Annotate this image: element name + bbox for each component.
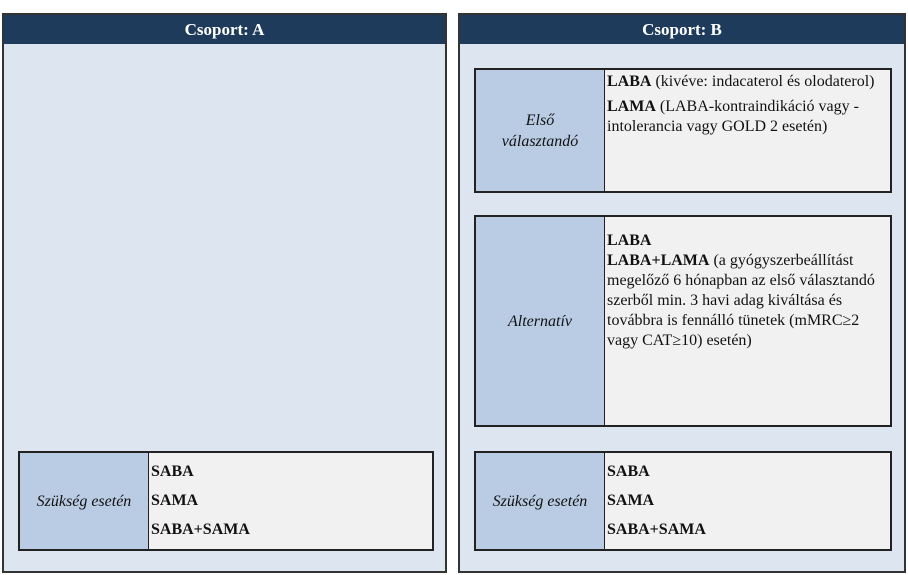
group-a-as-needed-box <box>18 451 434 551</box>
drug-name: LAMA <box>607 98 656 115</box>
drug-note: (kivéve: indacaterol és olodaterol) <box>651 73 875 90</box>
list-item: SABA+SAMA <box>607 521 706 539</box>
list-item: SAMA <box>151 491 199 509</box>
as-needed-list <box>149 453 432 549</box>
first-choice-label <box>476 70 605 191</box>
alternative-box <box>474 215 892 427</box>
drug-note: (a gyógyszerbeállítást megelőző 6 hónapban az első választandó szerből min. 3 havi adag kiváltása és továbbra is fennálló tünetek (mMRC≥2 vagy CAT≥10) esetén) <box>607 252 875 349</box>
drug-note: (LABA-kontraindikáció vagy -intolerancia vagy GOLD 2 esetén) <box>607 98 859 135</box>
group-b-as-needed-box <box>474 451 892 551</box>
list-item: SABA <box>607 462 650 480</box>
alternative-label: Alternatív <box>476 217 605 425</box>
alternative-content <box>605 217 890 425</box>
as-needed-label: Szükség esetén <box>20 453 149 549</box>
drug-name: LABA <box>607 73 652 90</box>
drug-name: LABA <box>607 232 652 249</box>
first-choice-item-1 <box>607 72 886 92</box>
first-choice-label-line2: választandó <box>501 132 579 150</box>
first-choice-content <box>605 70 890 191</box>
group-b-header: Csoport: B <box>460 15 904 44</box>
alternative-item-1 <box>607 231 886 251</box>
list-item: SABA+SAMA <box>151 521 250 539</box>
list-item: SABA <box>151 462 194 480</box>
drug-name: LABA+LAMA <box>607 252 710 269</box>
alternative-item-2 <box>607 251 886 351</box>
group-a-header: Csoport: A <box>4 15 445 44</box>
first-choice-box <box>474 68 892 193</box>
group-b-panel <box>458 13 906 573</box>
as-needed-list <box>605 453 890 549</box>
first-choice-item-2 <box>607 97 886 137</box>
as-needed-label: Szükség esetén <box>476 453 605 549</box>
group-a-panel <box>2 13 447 573</box>
first-choice-label-line1: Első <box>525 111 555 129</box>
list-item: SAMA <box>607 491 655 509</box>
